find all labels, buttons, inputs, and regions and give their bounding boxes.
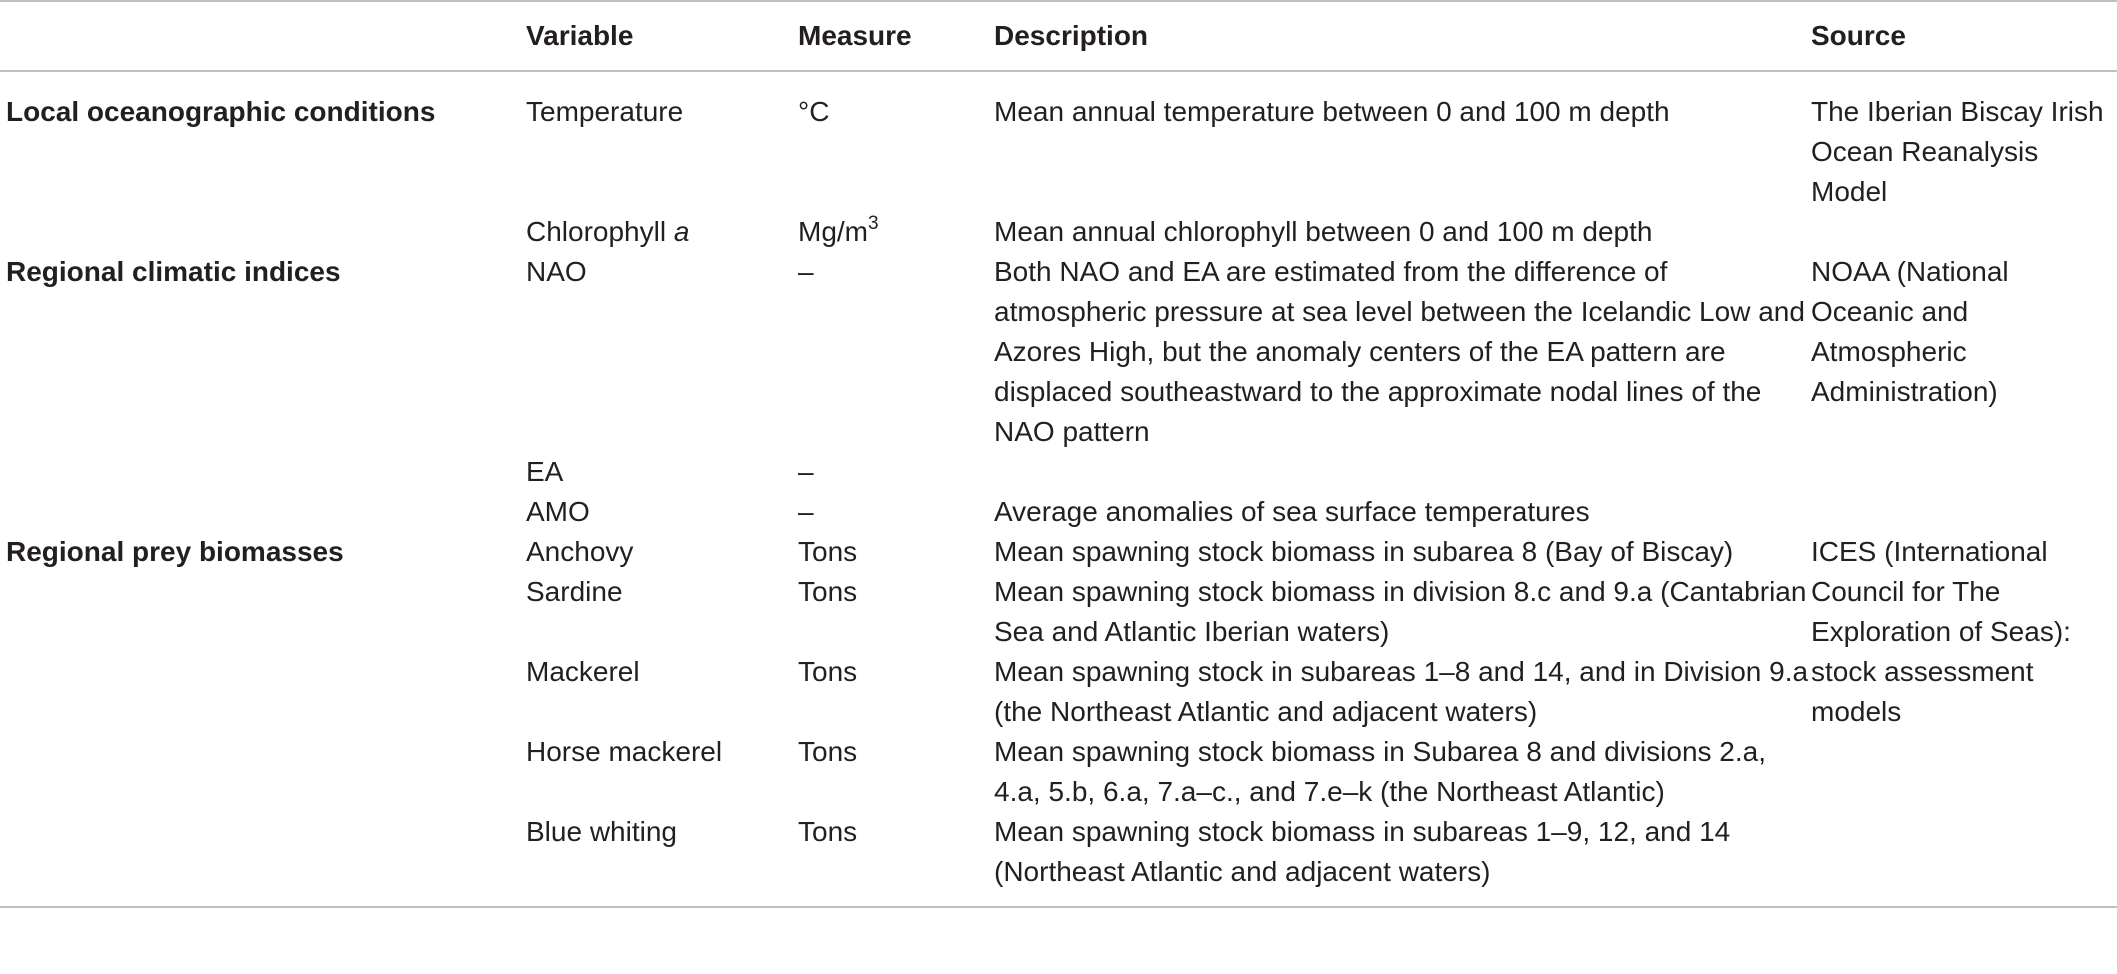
- table-row: [0, 572, 2117, 652]
- description-cell: Mean spawning stock biomass in subarea 8 (Bay of Biscay): [994, 536, 1734, 567]
- table-header-row: [0, 1, 2117, 71]
- description-cell: Both NAO and EA are estimated from the difference of atmospheric pressure at sea level between the Icelandic Low and Azores High, but the anomaly centers of the EA pattern are displaced southeastward to the approximate nodal lines of the NAO pattern: [994, 256, 1805, 447]
- table-bottom-rule: [0, 907, 2117, 908]
- variable-cell: Anchovy: [526, 536, 634, 567]
- measure-superscript: 3: [868, 213, 879, 234]
- group-label: Regional climatic indices: [6, 256, 341, 287]
- measure-cell: Tons: [798, 576, 858, 607]
- variable-cell: NAO: [526, 256, 587, 287]
- table-row: [0, 71, 2117, 212]
- source-cell: ICES (International Council for The Exploration of Seas): stock assessment models: [1811, 536, 2071, 727]
- table-row: [0, 732, 2117, 812]
- measure-cell: Tons: [798, 816, 858, 847]
- variable-cell: AMO: [526, 496, 590, 527]
- measure-cell: Tons: [798, 536, 858, 567]
- variable-cell: EA: [526, 456, 564, 487]
- table-row: [0, 492, 2117, 532]
- table-row: [0, 652, 2117, 732]
- group-label: [0, 212, 526, 252]
- variable-cell: Blue whiting: [526, 816, 677, 847]
- measure-cell: –: [798, 456, 814, 487]
- description-cell: Mean spawning stock biomass in subareas 1–9, 12, and 14 (Northeast Atlantic and adjacent waters): [994, 816, 1731, 887]
- header-group: [0, 1, 526, 71]
- group-label: [0, 732, 526, 812]
- table-row: [0, 452, 2117, 492]
- variable-prefix: Chlorophyll: [526, 216, 674, 247]
- variable-cell: [526, 212, 798, 252]
- variable-cell: Mackerel: [526, 656, 640, 687]
- header-description: Description: [994, 20, 1149, 51]
- measure-base: Mg/m: [798, 216, 868, 247]
- variable-cell: Horse mackerel: [526, 736, 723, 767]
- group-label: [0, 652, 526, 732]
- description-cell: Average anomalies of sea surface temperatures: [994, 496, 1590, 527]
- measure-cell: –: [798, 256, 814, 287]
- group-label: Local oceanographic conditions: [6, 96, 436, 127]
- source-cell: [1811, 452, 2117, 492]
- variable-cell: Sardine: [526, 576, 623, 607]
- table-row: [0, 252, 2117, 452]
- source-cell: [1811, 212, 2117, 252]
- group-label: [0, 572, 526, 652]
- description-cell: Mean annual temperature between 0 and 100 m depth: [994, 96, 1670, 127]
- group-label: Regional prey biomasses: [6, 536, 344, 567]
- measure-cell: Tons: [798, 656, 858, 687]
- variable-italic: a: [673, 216, 690, 247]
- measure-cell: °C: [798, 96, 830, 127]
- description-cell: Mean spawning stock biomass in division 8.c and 9.a (Cantabrian Sea and Atlantic Iberian waters): [994, 576, 1807, 647]
- header-variable: Variable: [526, 20, 634, 51]
- group-label: [0, 492, 526, 532]
- table-row: [0, 812, 2117, 907]
- source-cell: [1811, 492, 2117, 532]
- description-cell: Mean spawning stock in subareas 1–8 and 14, and in Division 9.a (the Northeast Atlantic and adjacent waters): [994, 656, 1809, 727]
- header-source: Source: [1811, 20, 1906, 51]
- description-cell: Mean spawning stock biomass in Subarea 8 and divisions 2.a, 4.a, 5.b, 6.a, 7.a–c., and 7.e–k (the Northeast Atlantic): [994, 736, 1766, 807]
- variable-cell: Temperature: [526, 96, 684, 127]
- header-measure: Measure: [798, 20, 912, 51]
- source-cell: The Iberian Biscay Irish Ocean Reanalysis Model: [1811, 96, 2104, 207]
- table-row: [0, 532, 2117, 572]
- measure-cell: –: [798, 496, 814, 527]
- description-cell: Mean annual chlorophyll between 0 and 100 m depth: [994, 216, 1653, 247]
- table-row: [0, 212, 2117, 252]
- group-label: [0, 452, 526, 492]
- source-cell: NOAA (National Oceanic and Atmospheric Administration): [1811, 256, 2009, 407]
- measure-cell: Tons: [798, 736, 858, 767]
- measure-cell: [798, 212, 994, 252]
- description-cell: [994, 452, 1811, 492]
- group-label: [0, 812, 526, 907]
